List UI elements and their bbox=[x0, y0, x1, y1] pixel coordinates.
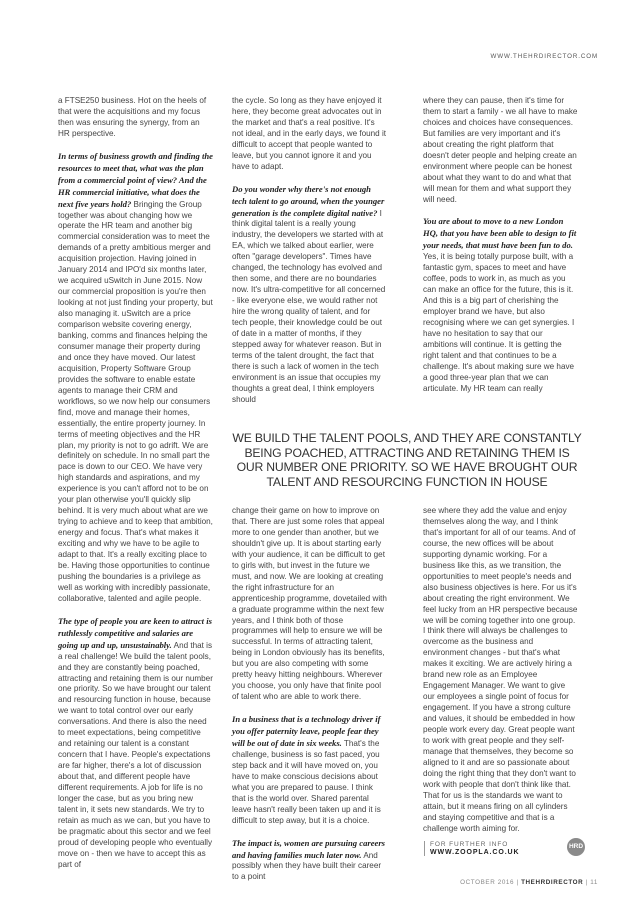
question-text: The type of people you are keen to attract is ruthlessly competitive and salaries are going up and up, unsustainably. bbox=[58, 615, 212, 650]
footer-separator: | bbox=[514, 879, 522, 886]
page-number: | 11 bbox=[583, 879, 598, 886]
qa-paragraph bbox=[232, 184, 387, 406]
further-info-link[interactable]: WWW.ZOOPLA.CO.UK bbox=[430, 849, 520, 856]
body-paragraph: a FTSE250 business. Hot on the heels of that were the acquisitions and my focus then was ensuring the synergy, from an HR perspective. bbox=[58, 96, 207, 138]
body-paragraph: the cycle. So long as they have enjoyed it here, they become great advocates out in the market and that's a real positive. It's not ideal, and in the early days, we found it difficult to accept that people wanted to leave, but you cannot ignore it and you have to adapt. bbox=[232, 96, 387, 171]
answer-text: And that is a real challenge! We build the talent pools, and they are constantly being poached, attracting and retaining them is our number one priority. So we have brought our talent and resourcing function in house, because we want to total control over our early conversations. And there is also the need to meet expectations, being competitive and retaining our talent is a constant concern that I have. People's expectations are far higher, there's a lot of discussion about that, and different people have different requirements. A job for life is no longer the case, but as you bring new talent in, it sets new standards. We try to retain as much as we can, but you have to be pragmatic about this sector and we feel proud of developing people who eventually move on - then we have to accept this as part of bbox=[58, 640, 213, 869]
page-footer bbox=[460, 879, 598, 886]
question-text: In terms of business growth and finding the resources to meet that, what was the plan from a commercial point of view? And the HR commercial initiative, what does the next five years hold? bbox=[58, 150, 213, 209]
qa-paragraph bbox=[58, 151, 213, 605]
further-info-label: FOR FURTHER INFO bbox=[430, 841, 509, 848]
issue-date: OCTOBER 2016 bbox=[460, 879, 515, 886]
answer-text: And possibly when they have built their career to a point bbox=[232, 850, 382, 882]
site-url: WWW.THEHRDIRECTOR.COM bbox=[490, 53, 598, 60]
answer-text: Bringing the Group together was about changing how we operate the HR team and another big commercial consideration was to meet the demands of a pretty ambitious merger and acquisition projection. Having joined in January 2014 and IPO'd six months later, we acquired uSwitch in June 2015. Now our commercial proposition is you're then looking at not just finding your property, but also managing it. uSwitch are a price comparison website covering energy, banking, comms and finances helping the consumer manage their property during and once they have moved. Our latest acquisition, Property Software Group provides the software to enable estate agents to manage their CRM and workflows, so we now help our consumers find, move and manage their homes, essentially, the entire property journey. In terms of meeting objectives and the HR plan, my priority is not to go adrift. We are definitely on schedule. In no small part the pace is down to our CEO. We have very high standards and aspirations, and my experience is you can't afford not to be on your plan otherwise you'll quickly slip behind. It is very much about what are we trying to achieve and to keep that ambition, energy and focus. That's what makes it exciting and why we have to be agile to adapt to that. It's a really exciting place to be. Having those opportunities to continue pushing the boundaries is a privilege as well as working with incredibly passionate, collaborative, talented and agile people. bbox=[58, 199, 213, 603]
article-column-1 bbox=[58, 96, 213, 869]
qa-paragraph bbox=[232, 714, 387, 827]
article-column-4 bbox=[232, 506, 387, 882]
pull-quote: WE BUILD THE TALENT POOLS, AND THEY ARE CONSTANTLY BEING POACHED, ATTRACTING AND RETAINING THEM IS OUR NUMBER ONE PRIORITY. SO WE HAVE BROUGHT OUR TALENT AND RESOURCING FUNCTION IN HOUSE bbox=[232, 431, 582, 489]
article-column-2 bbox=[232, 96, 387, 404]
article-column-3 bbox=[423, 96, 578, 396]
article-column-5 bbox=[423, 506, 578, 833]
qa-paragraph bbox=[58, 616, 213, 871]
hrd-logo: HRD bbox=[567, 838, 585, 856]
question-text: Do you wonder why there's not enough tech talent to go around, when the younger generation is the complete digital native? bbox=[232, 183, 385, 218]
qa-paragraph bbox=[232, 838, 387, 884]
magazine-name: THEHRDIRECTOR bbox=[521, 879, 584, 886]
body-paragraph: see where they add the value and enjoy themselves along the way, and I think that's important for all of our teams. And of course, the new offices will be about supporting dynamic working. For a business like this, as we transition, the opportunities to meet people's needs and also business objectives is here. For us it's about creating the right environment. We feel lucky from an HR perspective because we will be coming together into one group. I think there will always be challenges to overcome as the business and environment changes - but that's what makes it exciting. We are actively hiring a brand new role as an Employee Engagement Manager. We want to give our employees a single point of focus for engagement. If you have a strong culture and values, it should be embedded in how people work every day. Great people want to work with great people and they self-manage that themselves, they become so aligned to it and are so passionate about doing the right thing that they don't want to work with people that don't think like that. That for us is the standards we want to attain, but it means firing on all cylinders and staying competitive and that is a challenge worth aiming for. bbox=[423, 506, 578, 833]
question-text: In a business that is a technology driver if you offer paternity leave, people fear they will be out of date in six weeks. bbox=[232, 714, 381, 748]
body-paragraph: change their game on how to improve on that. There are just some roles that appeal more to one gender than another, but we shouldn't give up. It is about starting early with your audience, it can be difficult to get to girls with, but invest in the future we must, and now. We are looking at creating the right infrastructure for an apprenticeship programme, dovetailed with a graduate programme within the next few years, and I think both of those programmes will help to ensure we will be successful. In terms of attracting talent, being in London obviously has its benefits, but you are also competing with some pretty heavy hitting neighbours. Wherever you choose, you only have that finite pool of talent who are able to work there. bbox=[232, 506, 387, 702]
question-text: The impact is, women are pursuing careers and having families much later now. bbox=[232, 837, 386, 860]
further-info-box bbox=[424, 841, 519, 856]
answer-text: That's the challenge, business is so fast paced, you step back and it will have moved on, you have to make conscious decisions about what you are prepared to pause. I think that is the world over. Shared parental leave hasn't really been taken up and it is difficult to step away, but it is a choice. bbox=[232, 739, 381, 825]
qa-paragraph bbox=[423, 216, 578, 394]
answer-text: Yes, it is being totally purpose built, with a fantastic gym, spaces to meet and have coffee, pods to work in, as much as you can make an office for the future, this is it. And this is a big part of cherishing the employer brand we have, but also recognising where we can get synergies. I have no hesitation to say that our ambitions will continue. It is getting the right talent and that continues to be a challenge. It's about making sure we have a good three-year plan that we can articulate. My HR team can really bbox=[423, 252, 575, 393]
question-text: You are about to move to a new London HQ, that you have been able to design to fit your needs, that must have been fun to do. bbox=[423, 216, 577, 251]
answer-text: I think digital talent is a really young industry, the developers we started with at EA, which we talked about earlier, were often "garage developers". Times have changed, the technology has evolved and then some, and there are no boundaries now. It's ultra-competitive for all concerned - like everyone else, we would rather not hire the wrong quality of talent, and for tech people, their knowledge could be out of date in a matter of months, if they stepped away for whatever reason. But in terms of the talent drought, the fact that there is such a lack of women in the tech environment is an issue that occupies my thoughts a great deal, I think employers should bbox=[232, 208, 386, 404]
body-paragraph: where they can pause, then it's time for them to start a family - we all have to make choices and choices have consequences. But families are very important and it's about creating the right platform that doesn't deter people and helping create an environment where people can be honest about what they want to do and what that will mean for them and what support they will need. bbox=[423, 96, 578, 204]
